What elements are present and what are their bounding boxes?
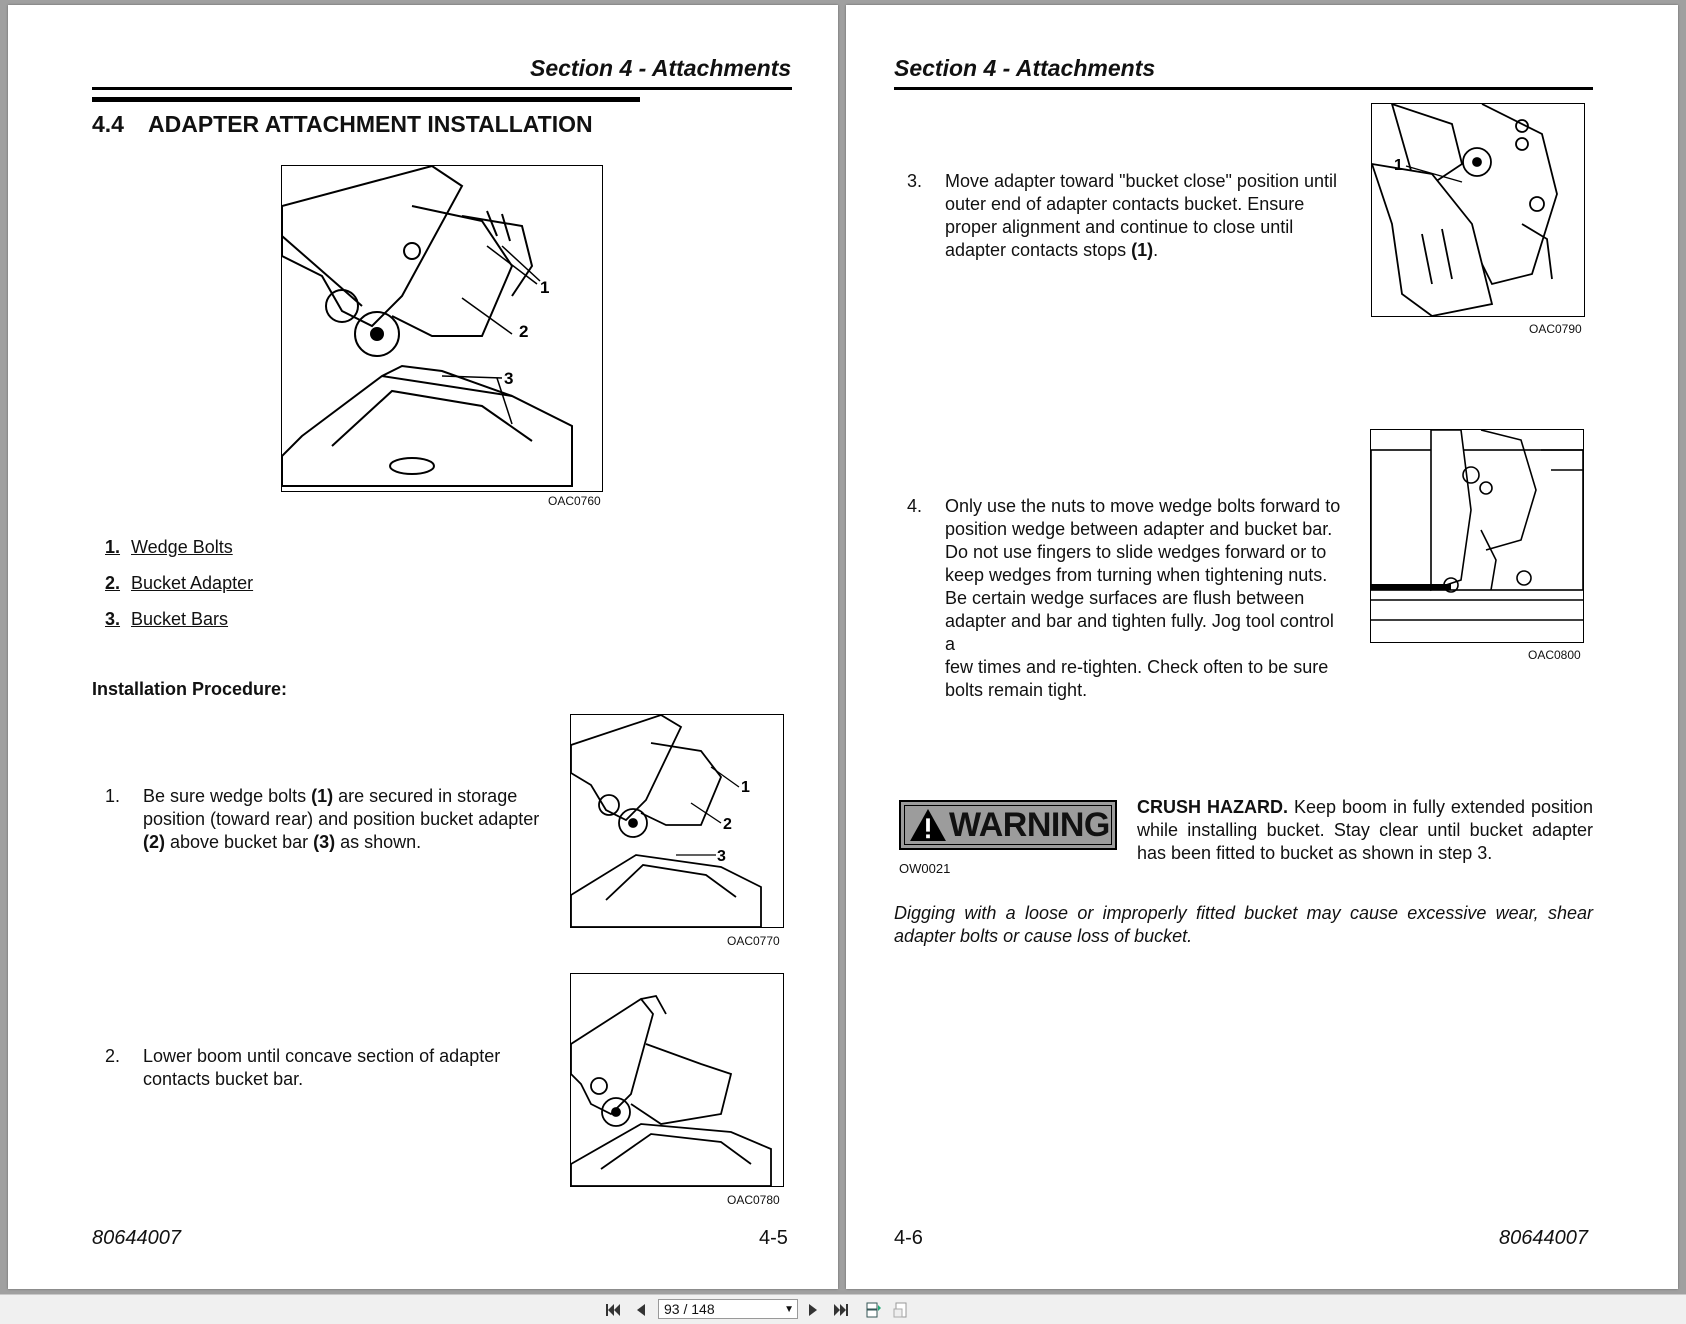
last-page-icon	[832, 1301, 850, 1319]
caution-note: Digging with a loose or improperly fitted bucket may cause excessive wear, shear adapter bolts or cause loss of bucket.	[894, 903, 1593, 946]
adapter-illustration	[282, 166, 602, 491]
step-number: 4.	[907, 496, 923, 516]
legend-item	[105, 609, 253, 645]
text: proper alignment and continue to close until	[945, 217, 1294, 237]
figure-code: OAC0760	[548, 494, 601, 508]
figure-legend	[105, 537, 253, 645]
step-text	[945, 170, 1337, 262]
warning-text	[1137, 796, 1593, 865]
legend-link-bucket-adapter[interactable]: Bucket Adapter	[131, 573, 254, 593]
next-page-icon	[804, 1301, 822, 1319]
callout-3: 3	[717, 848, 726, 865]
footer-doc-number: 80644007	[92, 1227, 181, 1249]
section-header: Section 4 - Attachments	[894, 55, 1156, 81]
section-header: Section 4 - Attachments	[530, 55, 792, 81]
continuous-view-icon	[864, 1301, 882, 1319]
heading-number: 4.4	[92, 111, 124, 137]
legend-item	[105, 573, 253, 609]
legend-link-bucket-bars[interactable]: Bucket Bars	[131, 609, 229, 629]
text: Do not use fingers to slide wedges forward or to	[945, 542, 1327, 562]
text: few times and re-tighten. Check often to be sure	[945, 657, 1329, 677]
step-number: 1.	[105, 786, 121, 806]
step-4	[907, 495, 1347, 700]
text: position wedge between adapter and bucket bar.	[945, 519, 1333, 539]
figure-code: OAC0790	[1529, 322, 1582, 336]
text: are secured in storage	[333, 786, 518, 806]
callout-1: 1	[1394, 157, 1403, 174]
figure-code: OAC0800	[1528, 648, 1581, 662]
figure-step-1	[570, 714, 784, 928]
text: above bucket bar	[165, 832, 314, 852]
step-1	[105, 785, 565, 860]
text: .	[1153, 240, 1159, 260]
warning-title: CRUSH HAZARD.	[1137, 797, 1288, 817]
chevron-down-icon: ▼	[784, 1304, 794, 1315]
callout-1: 1	[540, 278, 550, 297]
step-2	[105, 1045, 565, 1095]
single-page-view-button[interactable]	[891, 1300, 911, 1320]
page-right	[846, 5, 1678, 1289]
figure-code: OAC0770	[727, 934, 780, 948]
heading-rule	[92, 97, 640, 102]
page-left	[8, 5, 838, 1289]
step-text	[143, 785, 539, 854]
header-rule	[92, 87, 792, 90]
page-indicator: 93 / 148	[664, 1301, 715, 1317]
first-page-button[interactable]	[603, 1300, 623, 1320]
page-number-select[interactable]	[658, 1299, 798, 1319]
text: adapter contacts stops	[945, 240, 1132, 260]
figure-step-2	[570, 973, 784, 1187]
text: Move adapter toward "bucket close" position until	[945, 171, 1337, 191]
text: contacts bucket bar.	[143, 1069, 304, 1089]
first-page-icon	[604, 1301, 622, 1319]
prev-page-icon	[632, 1301, 650, 1319]
step-1-illustration	[571, 715, 783, 927]
legend-num: 3.	[105, 609, 121, 629]
step-number: 3.	[907, 171, 923, 191]
footer-doc-number: 80644007	[1499, 1227, 1588, 1249]
figure-adapter-overview	[281, 165, 603, 492]
ref: (1)	[311, 786, 334, 806]
text: as shown.	[335, 832, 422, 852]
step-text	[143, 1045, 500, 1091]
warning-badge	[899, 800, 1117, 850]
figure-code: OAC0780	[727, 1193, 780, 1207]
continuous-view-button[interactable]	[863, 1300, 883, 1320]
header-rule	[894, 87, 1593, 90]
legend-item	[105, 537, 253, 573]
footer-page-number: 4-6	[894, 1227, 923, 1249]
warning-body: Keep boom in fully extended position while installing bucket. Stay clear until bucket adapter has been fitted to bucket as shown in step 3.	[1137, 797, 1593, 863]
ref: (1)	[1131, 240, 1154, 260]
legend-num: 2.	[105, 573, 121, 593]
last-page-button[interactable]	[831, 1300, 851, 1320]
callout-2: 2	[723, 816, 732, 833]
figure-step-4	[1370, 429, 1584, 643]
navigation-toolbar	[0, 1294, 1686, 1324]
callout-1: 1	[741, 779, 750, 796]
text: Be certain wedge surfaces are flush between	[945, 588, 1305, 608]
text: Lower boom until concave section of adapter	[143, 1046, 501, 1066]
text: keep wedges from turning when tightening nuts.	[945, 565, 1328, 585]
prev-page-button[interactable]	[631, 1300, 651, 1320]
footer-page-number: 4-5	[759, 1227, 788, 1249]
figure-step-3	[1371, 103, 1585, 317]
procedure-heading: Installation Procedure:	[92, 679, 288, 699]
step-3-illustration	[1372, 104, 1584, 316]
warning-triangle-icon	[909, 808, 947, 842]
step-4-illustration	[1371, 430, 1583, 642]
step-text	[945, 495, 1347, 702]
legend-link-wedge-bolts[interactable]: Wedge Bolts	[131, 537, 233, 557]
text: outer end of adapter contacts bucket. Ensure	[945, 194, 1305, 214]
text: position (toward rear) and position bucket adapter	[143, 809, 540, 829]
ref: (3)	[313, 832, 336, 852]
section-heading	[92, 111, 593, 138]
step-2-illustration	[571, 974, 783, 1186]
text: Only use the nuts to move wedge bolts forward to	[945, 496, 1341, 516]
warning-code: OW0021	[899, 861, 951, 876]
ref: (2)	[143, 832, 165, 852]
warning-label: WARNING	[949, 805, 1110, 844]
text: bolts remain tight.	[945, 680, 1088, 700]
text: adapter and bar and tighten fully. Jog tool control a	[945, 611, 1334, 654]
heading-title: ADAPTER ATTACHMENT INSTALLATION	[148, 111, 593, 137]
step-number: 2.	[105, 1046, 121, 1066]
step-3	[907, 170, 1337, 270]
text: Be sure wedge bolts	[143, 786, 312, 806]
single-page-view-icon	[892, 1301, 910, 1319]
next-page-button[interactable]	[803, 1300, 823, 1320]
callout-2: 2	[519, 322, 529, 341]
callout-3: 3	[504, 369, 514, 388]
legend-num: 1.	[105, 537, 121, 557]
